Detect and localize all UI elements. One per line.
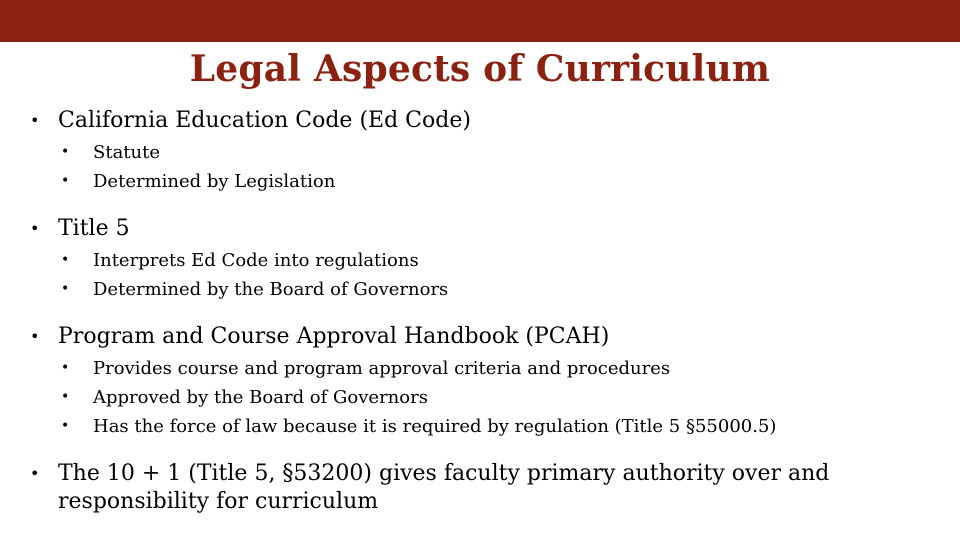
sub-bullet-text: Determined by the Board of Governors [93, 279, 449, 300]
bullet-icon: • [61, 144, 70, 160]
bullet-text: The 10 + 1 (Title 5, §53200) gives faculty primary authority over and responsibility for curriculum [58, 461, 830, 514]
bullet-icon: • [61, 418, 70, 434]
sub-bullet-item [30, 383, 930, 412]
bullet-icon: • [61, 252, 70, 268]
bullet-icon: • [61, 360, 70, 376]
sub-bullet-text: Approved by the Board of Governors [93, 387, 428, 408]
sub-list [30, 354, 930, 441]
sub-list [30, 246, 930, 304]
section-10-plus-1 [30, 460, 930, 516]
bullet-item [30, 460, 930, 516]
bullet-icon: • [30, 464, 40, 483]
bullet-icon: • [30, 327, 40, 346]
section-pcah [30, 323, 930, 441]
bullet-icon: • [30, 219, 40, 238]
bullet-icon: • [61, 281, 70, 297]
sub-bullet-text: Statute [93, 142, 161, 163]
bullet-item [30, 107, 930, 135]
sub-bullet-text: Interprets Ed Code into regulations [93, 250, 419, 271]
bullet-icon: • [61, 389, 70, 405]
bullet-item [30, 323, 930, 351]
section-ed-code [30, 107, 930, 196]
sub-bullet-item [30, 275, 930, 304]
sub-bullet-text: Provides course and program approval criteria and procedures [93, 358, 671, 379]
sub-bullet-item [30, 138, 930, 167]
section-title-5 [30, 215, 930, 304]
bullet-text: Title 5 [58, 216, 130, 241]
bullet-text: California Education Code (Ed Code) [58, 108, 471, 133]
header-bar [0, 0, 960, 42]
slide-content [30, 107, 930, 535]
sub-list [30, 138, 930, 196]
bullet-item [30, 215, 930, 243]
sub-bullet-item [30, 412, 930, 441]
bullet-icon: • [61, 173, 70, 189]
sub-bullet-item [30, 246, 930, 275]
slide-title: Legal Aspects of Curriculum [189, 48, 771, 90]
sub-bullet-text: Determined by Legislation [93, 171, 336, 192]
sub-bullet-text: Has the force of law because it is required by regulation (Title 5 §55000.5) [93, 416, 777, 437]
sub-bullet-item [30, 167, 930, 196]
bullet-text: Program and Course Approval Handbook (PCAH) [58, 324, 610, 349]
sub-bullet-item [30, 354, 930, 383]
bullet-icon: • [30, 111, 40, 130]
